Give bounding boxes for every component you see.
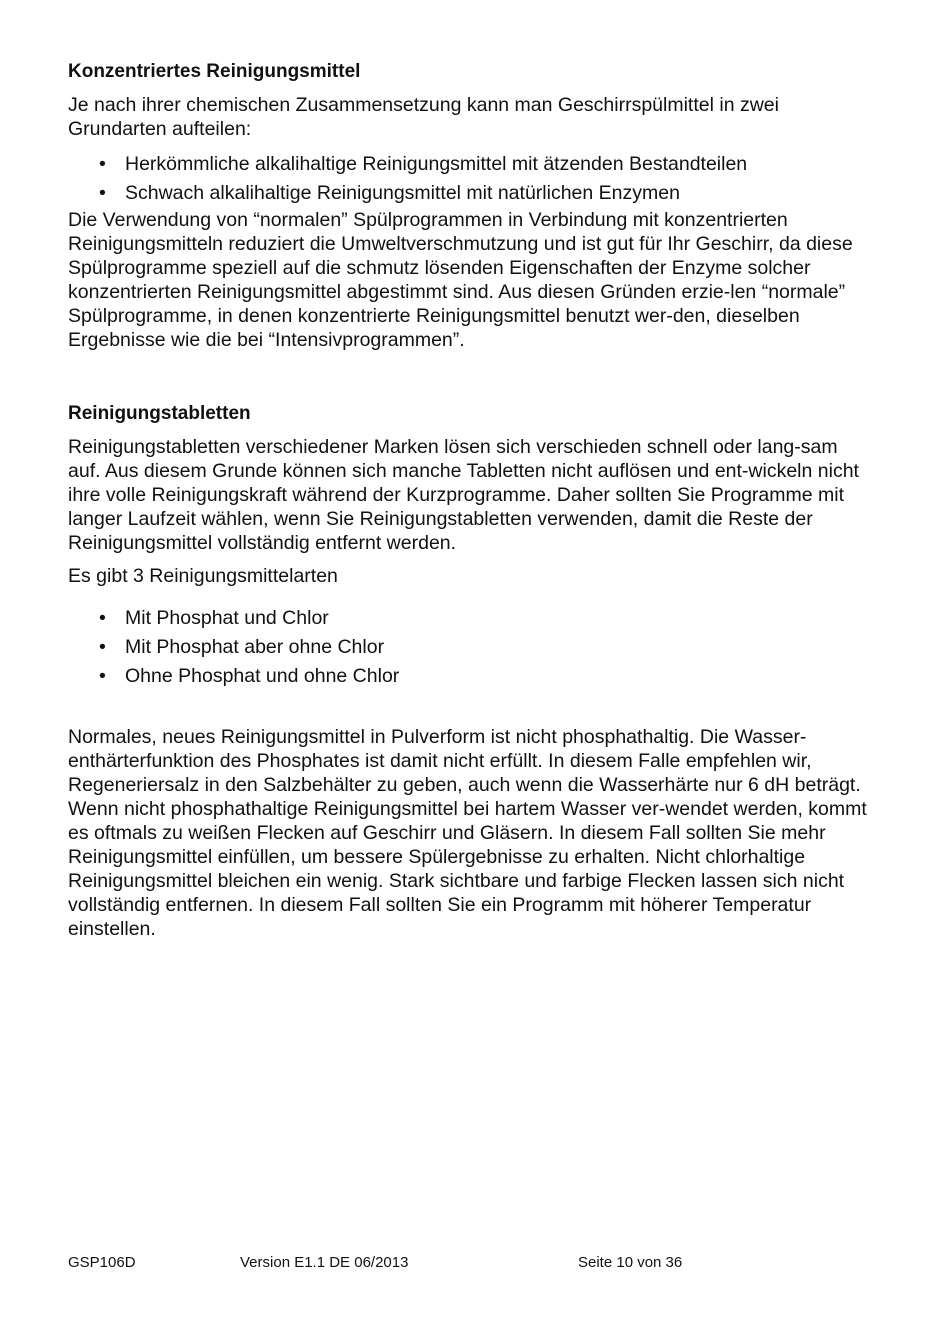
paragraph-intro: Je nach ihrer chemischen Zusammensetzung kann man Geschirrspülmittel in zwei Grundarten aufteilen: bbox=[68, 94, 779, 140]
list-detergent-types bbox=[68, 604, 868, 691]
list-item-text: Mit Phosphat aber ohne Chlor bbox=[125, 636, 385, 658]
list-detergent-kinds bbox=[68, 150, 868, 208]
footer-version: Version E1.1 DE 06/2013 bbox=[240, 1254, 409, 1271]
bullet-icon: • bbox=[99, 607, 106, 629]
list-item bbox=[68, 150, 868, 179]
list-item bbox=[68, 179, 868, 208]
list-item-text: Mit Phosphat und Chlor bbox=[125, 607, 329, 629]
list-item-text: Schwach alkalihaltige Reinigungsmittel mit natürlichen Enzymen bbox=[125, 182, 680, 204]
paragraph-concentrated-usage: Die Verwendung von “normalen” Spülprogrammen in Verbindung mit konzentrierten Reinigungsmitteln reduziert die Umweltverschmutzung und ist gut für Ihr Geschirr, da diese Spülprogramme speziell auf die schmutz lösenden Eigenschaften der Enzyme solcher konzentrierten Reinigungsmittel abgestimmt sind. Aus diesen Gründen erzie-len “normale” Spülprogramme, in denen konzentrierte Reinigungsmittel benutzt wer-den, dieselben Ergebnisse wie die bei “Intensivprogrammen”. bbox=[68, 209, 853, 351]
bullet-icon: • bbox=[99, 153, 106, 175]
bullet-icon: • bbox=[99, 636, 106, 658]
footer-page-number: Seite 10 von 36 bbox=[578, 1254, 683, 1271]
page-footer bbox=[68, 1253, 768, 1273]
list-item bbox=[68, 633, 868, 662]
list-item-text: Herkömmliche alkalihaltige Reinigungsmittel mit ätzenden Bestandteilen bbox=[125, 153, 748, 175]
bullet-icon: • bbox=[99, 182, 106, 204]
paragraph-types-intro: Es gibt 3 Reinigungsmittelarten bbox=[68, 565, 338, 587]
heading-konzentriertes-reinigungsmittel: Konzentriertes Reinigungsmittel bbox=[68, 61, 361, 82]
paragraph-tablets: Reinigungstabletten verschiedener Marken lösen sich verschieden schnell oder lang-sam auf. Aus diesem Grunde können sich manche Tabletten nicht auflösen und ent-wickeln nicht ihre volle Reinigungskraft während der Kurzprogramme. Daher sollten Sie Programme mit langer Laufzeit wählen, wenn Sie Reinigungstabletten verwenden, damit die Reste der Reinigungsmittel vollständig entfernt werden. bbox=[68, 436, 859, 554]
page-content bbox=[68, 60, 868, 941]
heading-reinigungstabletten: Reinigungstabletten bbox=[68, 403, 251, 424]
list-item bbox=[68, 662, 868, 691]
section-reinigungstabletten bbox=[68, 402, 868, 941]
footer-model: GSP106D bbox=[68, 1254, 136, 1271]
list-item-text: Ohne Phosphat und ohne Chlor bbox=[125, 665, 400, 687]
list-item bbox=[68, 604, 868, 633]
bullet-icon: • bbox=[99, 665, 106, 687]
paragraph-phosphate-notes: Normales, neues Reinigungsmittel in Pulverform ist nicht phosphathaltig. Die Wasser-enthärterfunktion des Phosphates ist damit nicht erfüllt. In diesem Falle empfehlen wir, Regeneriersalz in den Salzbehälter zu geben, auch wenn die Wasserhärte nur 6 dH beträgt. Wenn nicht phosphathaltige Reinigungsmittel bei hartem Wasser ver-wendet werden, kommt es oftmals zu weißen Flecken auf Geschirr und Gläsern. In diesem Fall sollten Sie mehr Reinigungsmittel einfüllen, um bessere Spülergebnisse zu erhalten. Nicht chlorhaltige Reinigungsmittel bleichen ein wenig. Stark sichtbare und farbige Flecken lassen sich nicht vollständig entfernen. In diesem Fall sollten Sie ein Programm mit höherer Temperatur einstellen. bbox=[68, 726, 867, 940]
